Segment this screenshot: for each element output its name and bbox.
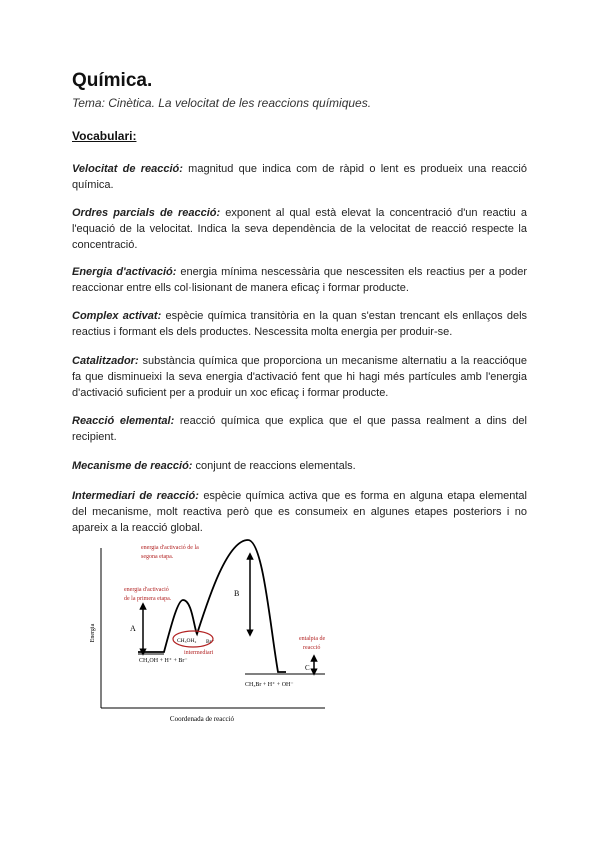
enthalpy-annotation-2: reacció: [303, 645, 321, 651]
intermediate-annotation: intermediari: [184, 650, 214, 656]
intermediate-label: CH₃OH₂: [177, 638, 197, 644]
entry-term: Energia d'activació:: [72, 266, 177, 278]
section-heading: Vocabulari:: [72, 129, 137, 143]
entry-catalitzador: [72, 353, 527, 401]
entry-term: Velocitat de reacció:: [72, 163, 183, 175]
entry-intermediari: [72, 488, 527, 536]
entry-energia-activacio: [72, 264, 527, 296]
energy-diagram: [80, 538, 360, 728]
label-c: C: [305, 664, 310, 672]
products-label: CH₃Br + H⁺ + OH⁻: [245, 682, 294, 688]
entry-term: Reacció elemental:: [72, 415, 175, 427]
enthalpy-annotation: entalpia de: [299, 636, 326, 642]
page-title: Química.: [72, 70, 153, 91]
entry-complex-activat: [72, 308, 527, 340]
label-a: A: [130, 624, 136, 633]
entry-definition: conjunt de reaccions elementals.: [192, 460, 356, 472]
entry-term: Intermediari de reacció:: [72, 490, 199, 502]
entry-term: Ordres parcials de reacció:: [72, 207, 221, 219]
page-subtitle: Tema: Cinètica. La velocitat de les reaccions químiques.: [72, 96, 372, 110]
intermediate-ion-label: Br⁻: [206, 639, 215, 645]
entry-reaccio-elemental: [72, 413, 527, 445]
second-activation-annotation: energia d'activació de la: [141, 545, 199, 551]
second-activation-annotation-2: segona etapa.: [141, 554, 174, 560]
first-activation-annotation: energia d'activació: [124, 587, 169, 593]
entry-term: Catalitzador:: [72, 355, 139, 367]
entry-term: Mecanisme de reacció:: [72, 460, 193, 472]
entry-definition: espècie química activa que es forma en alguna etapa elemental del mecanisme, molt reactiva però que es consumeix en algunes etapes posteriors i no apareix a la reacció global.: [72, 490, 527, 534]
first-activation-annotation-2: de la primera etapa.: [124, 596, 172, 602]
entry-definition: reacció química que explica que el que passa realment a dins del recipient.: [72, 415, 527, 443]
y-axis-label: Energia: [90, 623, 96, 643]
entry-definition: energia mínima nescessària que nescessiten els reactius per a poder reaccionar entre ells col·lisionant de manera eficaç i formar producte.: [72, 266, 527, 294]
entry-ordres-parcials: [72, 205, 527, 253]
reactants-label: CH₃OH + H⁺ + Br⁻: [139, 658, 188, 664]
entry-definition: exponent al qual està elevat la concentració d'un reactiu a l'equació de la velocitat. Indica la seva dependència de la velocitat de reacció respecte la concentració.: [72, 207, 527, 251]
entry-velocitat: [72, 161, 527, 193]
entry-definition: espècie química transitòria en la quan s'estan trencant els enllaços dels reactius i formant els dels productes. Nescessita molta energia per produir-se.: [72, 310, 528, 338]
entry-definition: substància química que proporciona un mecanisme alternatiu a la reaccióque fa que disminueixi la seva energia d'activació fent que hi hagi més partícules amb l'energia d'activació suficient per a produir un xoc eficaç i formar producte.: [72, 355, 527, 399]
label-b: B: [234, 589, 240, 598]
entry-definition: magnitud que indica com de ràpid o lent es produeix una reacció química.: [72, 163, 527, 191]
entry-mecanisme: [72, 458, 527, 474]
x-axis-label: Coordenada de reacció: [169, 715, 235, 723]
entry-term: Complex activat:: [72, 310, 162, 322]
